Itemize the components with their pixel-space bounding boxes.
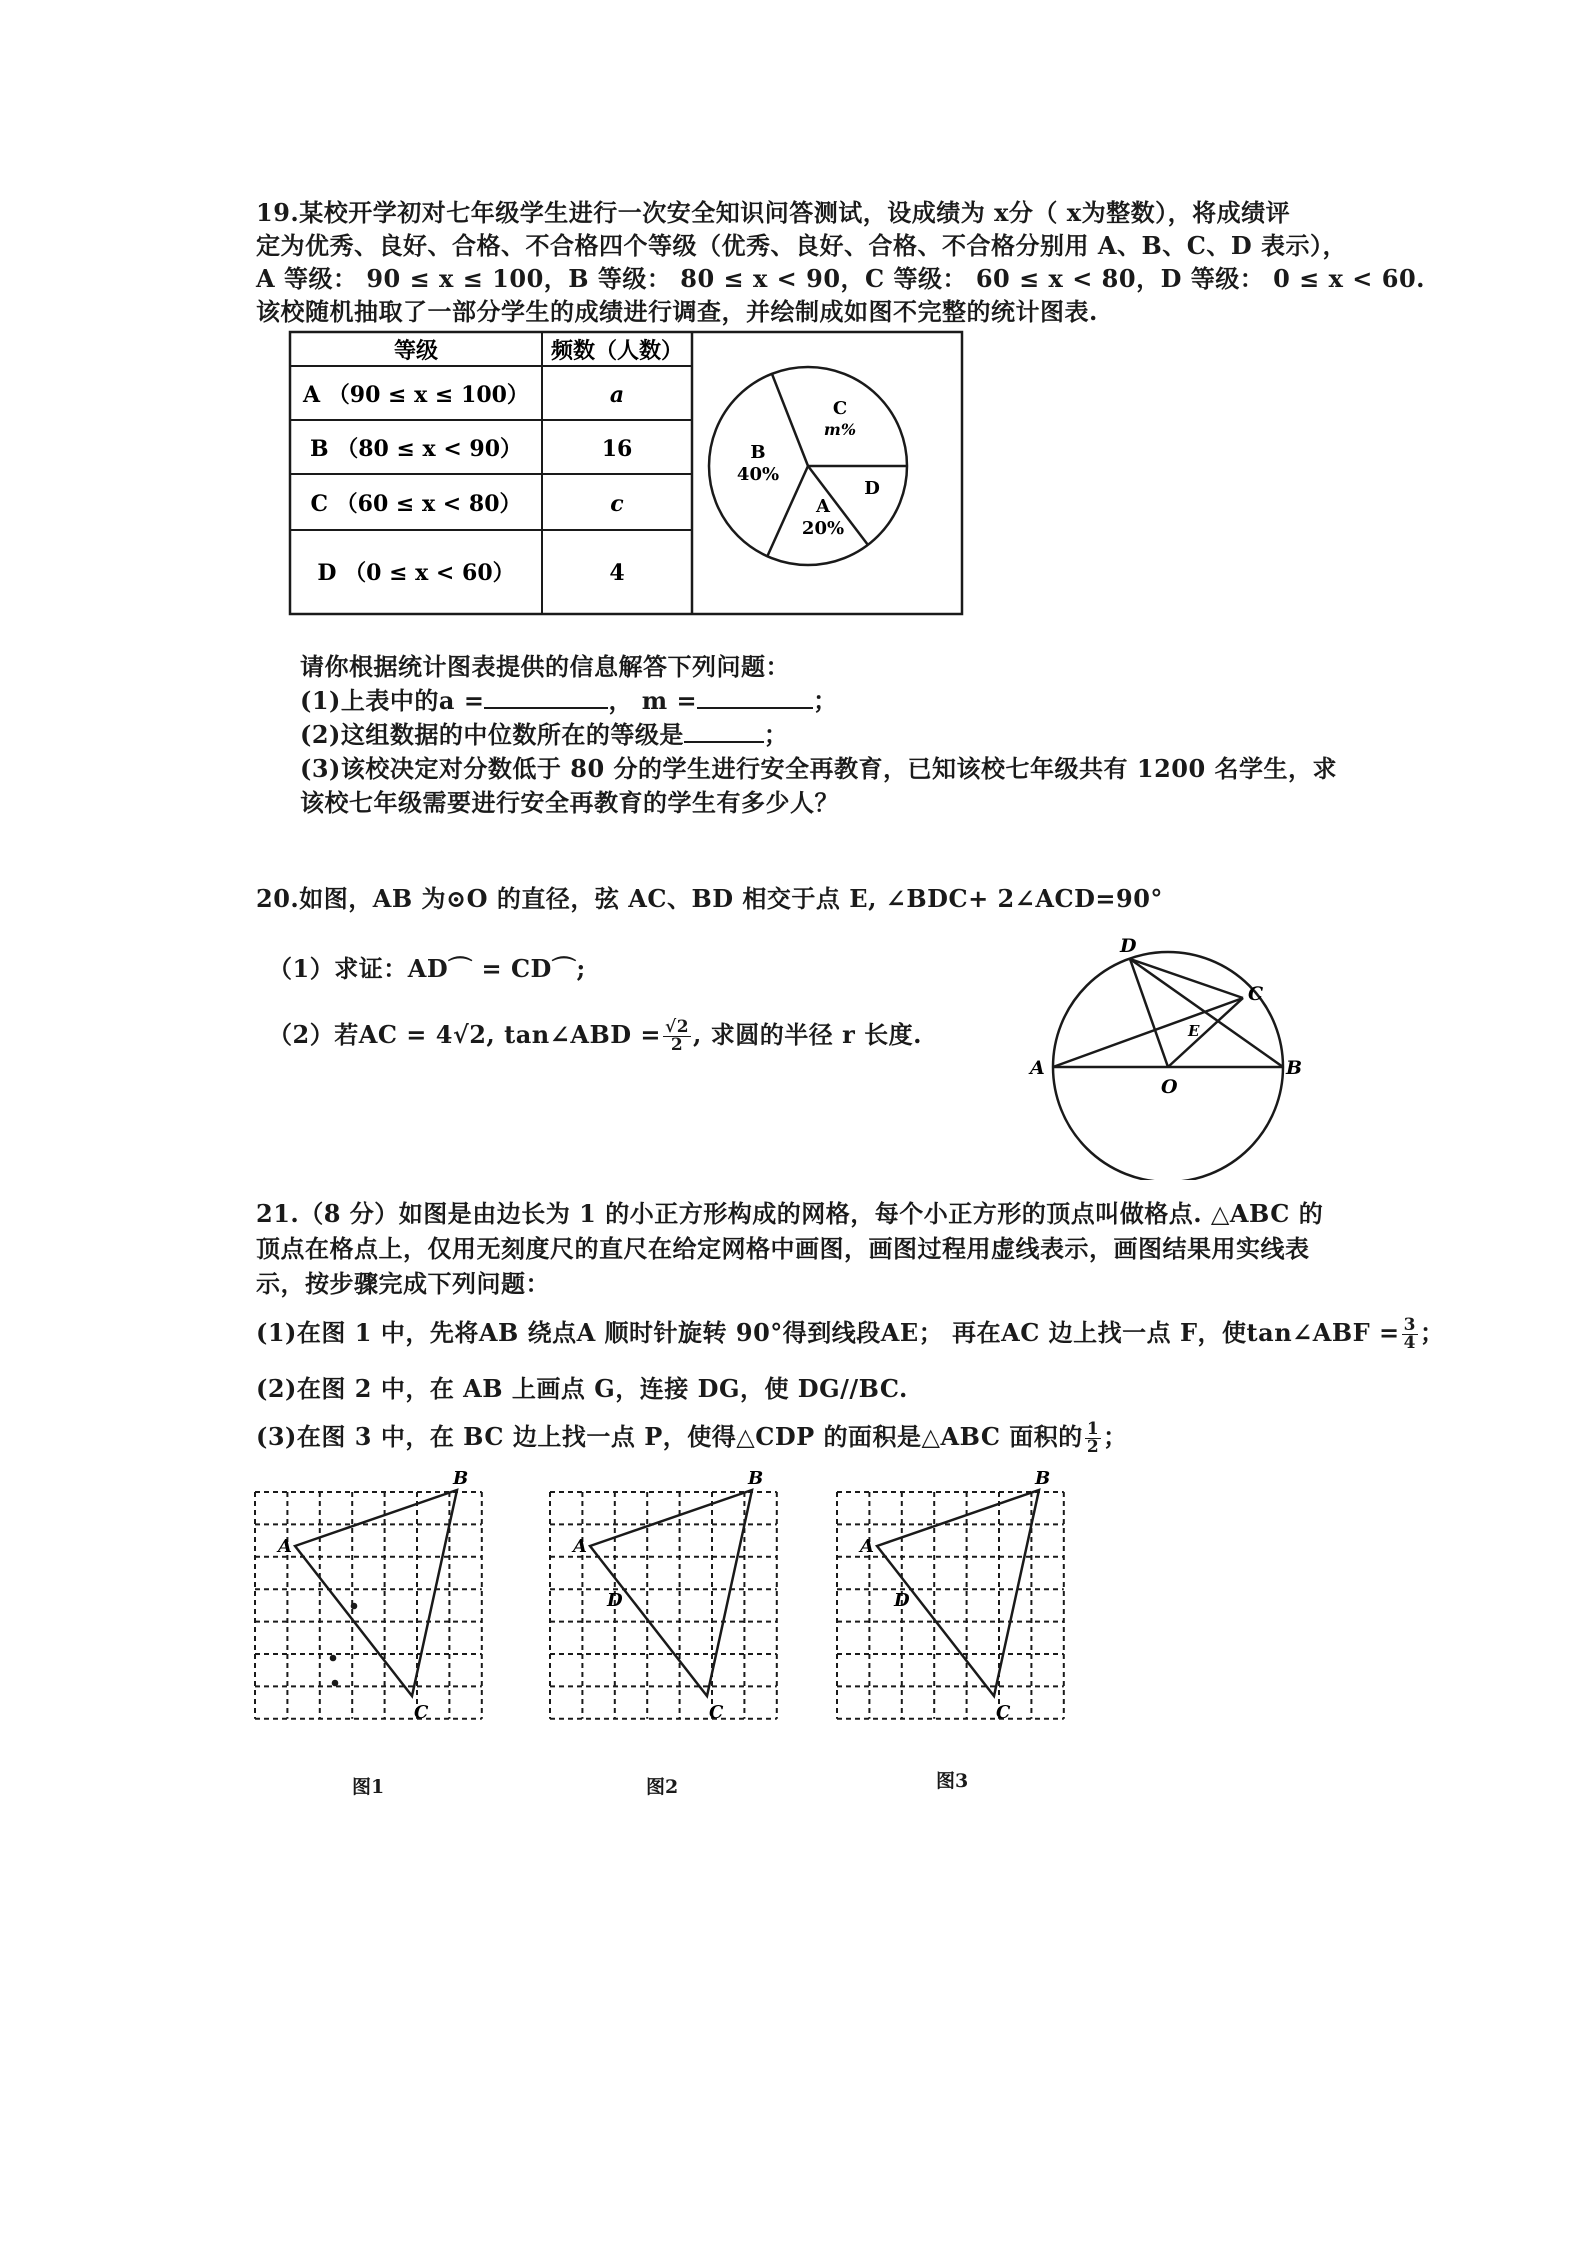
q21-step1 <box>256 1316 1445 1352</box>
grid-lines <box>837 1492 1064 1719</box>
q19-line: A 等级： 90 ≤ x ≤ 100，B 等级： 80 ≤ x < 90，C 等级： 60 ≤ x < 80，D 等级： 0 ≤ x < 60. <box>256 264 1426 293</box>
q21-step3-end: ； <box>1103 1422 1128 1451</box>
q19-line: 该校随机抽取了一部分学生的成绩进行调查，并绘制成如图不完整的统计图表. <box>256 297 1098 326</box>
answer-blank-m[interactable] <box>697 707 813 709</box>
q21-step3 <box>256 1420 1128 1456</box>
q21-step3-den: 2 <box>1086 1437 1100 1457</box>
q20-sub2-line <box>268 1018 922 1054</box>
q21-line: 顶点在格点上，仅用无刻度尺的直尺在给定网格中画图，画图过程用虚线表示，画图结果用实线表 <box>256 1234 1310 1263</box>
q21-step2-text: (2)在图 2 中，在 AB 上画点 G，连接 DG，使 DG//BC. <box>256 1374 908 1403</box>
pie-label-a: A <box>816 496 830 517</box>
grid1-label-a: A <box>278 1536 292 1557</box>
q21-step3-fraction <box>1085 1421 1101 1456</box>
grid-figure-1 <box>240 1470 510 1740</box>
q21-step1-den: 4 <box>1403 1333 1417 1353</box>
pie-value-c: m% <box>823 420 857 439</box>
q19-sub3-line: (3)该校决定对分数低于 80 分的学生进行安全再教育，已知该校七年级共有 1200 名学生，求 <box>300 754 1338 783</box>
q20-frac-num: √2 <box>665 1017 690 1037</box>
pie-label-d: D <box>864 478 880 499</box>
grid2-label-d: D <box>607 1590 623 1611</box>
grid2-label-c: C <box>709 1702 724 1723</box>
q21-step1-pre: (1)在图 1 中，先将AB 绕点A 顺时针旋转 90°得到线段AE； 再在AC 边上找一点 F，使tan∠ABF = <box>256 1318 1400 1347</box>
grid3-label-b: B <box>1035 1470 1051 1489</box>
q19-questions <box>300 650 1337 820</box>
pie-value-a: 20% <box>801 518 845 539</box>
q19-line: 19.某校开学初对七年级学生进行一次安全知识问答测试，设成绩为 x分（ x为整数），将成绩评 <box>256 198 1291 227</box>
q20-fraction <box>663 1019 691 1054</box>
segment-oc <box>1168 998 1243 1067</box>
grid2-caption: 图2 <box>646 1776 679 1798</box>
q19-sub2 <box>300 718 1337 752</box>
grid-lines <box>550 1492 777 1719</box>
q19-sub2-end: ； <box>763 720 789 749</box>
point-label-o: O <box>1161 1076 1178 1098</box>
answer-blank-a[interactable] <box>484 707 608 709</box>
segment-dc <box>1130 959 1243 998</box>
q20-frac-den: 2 <box>670 1035 684 1055</box>
q20-statement <box>256 882 1163 915</box>
point-label-d: D <box>1120 935 1137 957</box>
q21-step1-end: ； <box>1420 1318 1445 1347</box>
table-cell-count-c: c <box>610 491 624 517</box>
table-cell-grade-d: D （0 ≤ x < 60） <box>317 560 515 586</box>
q19-sub1 <box>300 684 1337 718</box>
q21-step1-fraction <box>1402 1317 1418 1352</box>
pie-label-b: B <box>750 442 766 463</box>
pie-label-c: C <box>832 398 848 419</box>
grid3-label-a: A <box>860 1536 874 1557</box>
q21-step1-line <box>256 1316 1445 1352</box>
q19-prompt: 请你根据统计图表提供的信息解答下列问题： <box>300 652 790 681</box>
table-cell-grade-c: C （60 ≤ x < 80） <box>310 491 522 517</box>
q21-step3-pre: (3)在图 3 中，在 BC 边上找一点 P，使得△CDP 的面积是△ABC 面积的 <box>256 1422 1083 1451</box>
q19-sub1-end: ； <box>813 686 838 715</box>
q19-sub1-label-a: (1)上表中的a = <box>300 686 485 715</box>
q21-step3-num: 1 <box>1086 1419 1100 1439</box>
grid3-label-d: D <box>894 1590 910 1611</box>
q20-sub2-pre: （2）若AC = 4√2, tan∠ABD = <box>268 1020 662 1049</box>
q20-circle-figure <box>1020 930 1320 1180</box>
q19-sub3-line: 该校七年级需要进行安全再教育的学生有多少人？ <box>300 788 839 817</box>
point-label-e: E <box>1188 1022 1200 1040</box>
answer-blank-median[interactable] <box>684 741 764 743</box>
grid2-label-a: A <box>573 1536 587 1557</box>
q21-statement <box>256 1196 1323 1301</box>
q20-line1: 20.如图，AB 为⊙O 的直径，弦 AC、BD 相交于点 E, ∠BDC+ 2∠ACD=90° <box>256 884 1163 913</box>
table-cell-count-d: 4 <box>609 560 625 586</box>
grid3-label-c: C <box>996 1702 1011 1723</box>
q21-line: 示，按步骤完成下列问题： <box>256 1269 550 1298</box>
table-cell-grade-a: A （90 ≤ x ≤ 100） <box>303 382 529 408</box>
q20-sub1 <box>268 952 586 985</box>
table-cell-count-b: 16 <box>601 436 633 462</box>
grid2-label-b: B <box>748 1470 764 1489</box>
point-label-c: C <box>1248 983 1264 1005</box>
q21-step3-line <box>256 1420 1128 1456</box>
grid1-label-b: B <box>453 1470 469 1489</box>
q21-step1-num: 3 <box>1403 1315 1417 1335</box>
table-header-frequency: 频数（人数） <box>550 338 684 364</box>
grid3-caption: 图3 <box>936 1770 969 1792</box>
q21-line: 21.（8 分）如图是由边长为 1 的小正方形构成的网格，每个小正方形的顶点叫做格点. △ABC 的 <box>256 1199 1324 1228</box>
segment-do <box>1130 959 1168 1067</box>
table-cell-grade-b: B （80 ≤ x < 90） <box>309 436 523 462</box>
chord-bd <box>1130 959 1283 1067</box>
pie-value-b: 40% <box>736 464 780 485</box>
q19-sub1-label-m: ， m = <box>608 686 698 715</box>
q19-line: 定为优秀、良好、合格、不合格四个等级（优秀、良好、合格、不合格分别用 A、B、C、D 表示）， <box>256 231 1348 260</box>
grid-figure-3 <box>822 1470 1092 1740</box>
table-header-grade: 等级 <box>393 338 439 364</box>
table-cell-count-a: a <box>609 382 625 408</box>
q19-sub2-text: (2)这组数据的中位数所在的等级是 <box>300 720 684 749</box>
grid1-caption: 图1 <box>352 1776 385 1798</box>
grid-lines <box>255 1492 482 1719</box>
point-label-a: A <box>1030 1057 1045 1079</box>
q20-sub1-text: （1）求证：AD⌒ = CD⌒; <box>268 954 586 983</box>
q20-sub2 <box>268 1018 922 1054</box>
point-label-b: B <box>1286 1057 1303 1079</box>
grid-figure-2 <box>535 1470 805 1740</box>
grid1-label-c: C <box>414 1702 429 1723</box>
q21-step2 <box>256 1372 908 1405</box>
q20-sub2-post: , 求圆的半径 r 长度. <box>693 1020 922 1049</box>
